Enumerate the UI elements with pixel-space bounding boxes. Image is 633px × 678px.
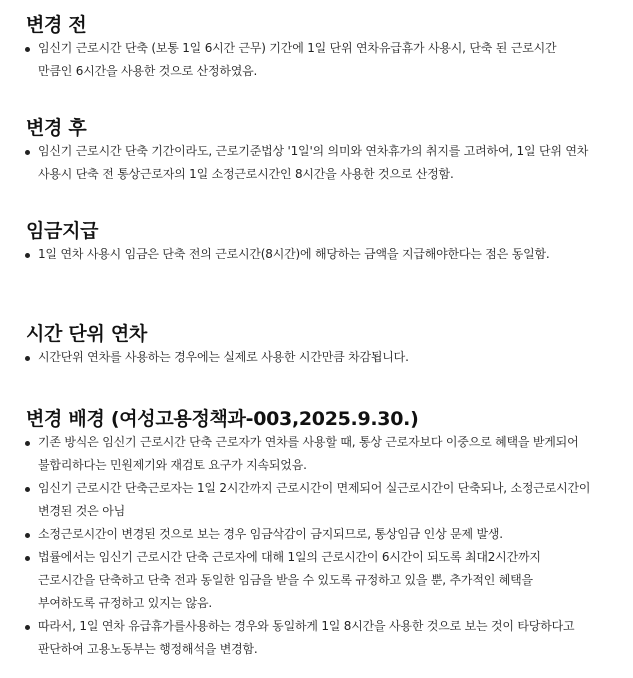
bullet-icon bbox=[25, 356, 30, 361]
list-item bbox=[0, 546, 633, 615]
section-list-change-background bbox=[0, 431, 633, 661]
section-heading-before-change: 변경 전 bbox=[26, 14, 87, 36]
list-item-text: 법률에서는 임신기 근로시간 단축 근로자에 대해 1일의 근로시간이 6시간이 되도록 최대2시간까지 근로시간을 단축하고 단축 전과 동일한 임금을 받을 수 있도록 규정하고 있을 뿐, 추가적인 혜택을 부여하도록 규정하고 있지는 않음. bbox=[38, 550, 541, 610]
list-item bbox=[0, 615, 633, 661]
bullet-icon bbox=[25, 441, 30, 446]
bullet-icon bbox=[25, 150, 30, 155]
bullet-icon bbox=[25, 253, 30, 258]
section-list-wage-payment bbox=[0, 243, 633, 266]
bullet-icon bbox=[25, 556, 30, 561]
bullet-icon bbox=[25, 533, 30, 538]
section-list-hourly-leave bbox=[0, 346, 633, 369]
bullet-icon bbox=[25, 47, 30, 52]
list-item bbox=[0, 243, 633, 266]
list-item bbox=[0, 477, 633, 523]
list-item-text: 임신기 근로시간 단축 (보통 1일 6시간 근무) 기간에 1일 단위 연차유급휴가 사용시, 단축 된 근로시간 만큼인 6시간을 사용한 것으로 산정하였음. bbox=[38, 41, 557, 78]
list-item-text: 소정근로시간이 변경된 것으로 보는 경우 임금삭감이 금지되므로, 통상임금 인상 문제 발생. bbox=[38, 527, 503, 541]
list-item bbox=[0, 431, 633, 477]
list-item bbox=[0, 523, 633, 546]
bullet-icon bbox=[25, 625, 30, 630]
list-item bbox=[0, 140, 633, 186]
section-heading-change-background: 변경 배경 (여성고용정책과-003,2025.9.30.) bbox=[26, 408, 419, 430]
bullet-icon bbox=[25, 487, 30, 492]
section-heading-after-change: 변경 후 bbox=[26, 117, 87, 139]
list-item bbox=[0, 346, 633, 369]
list-item-text: 따라서, 1일 연차 유급휴가를사용하는 경우와 동일하게 1일 8시간을 사용한 것으로 보는 것이 타당하다고 판단하여 고용노동부는 행정해석을 변경함. bbox=[38, 619, 575, 656]
section-list-before-change bbox=[0, 37, 633, 83]
list-item bbox=[0, 37, 633, 83]
list-item-text: 기존 방식은 임신기 근로시간 단축 근로자가 연차를 사용할 때, 통상 근로자보다 이중으로 혜택을 받게되어 불합리하다는 민원제기와 재검토 요구가 지속되었음. bbox=[38, 435, 579, 472]
list-item-text: 임신기 근로시간 단축근로자는 1일 2시간까지 근로시간이 면제되어 실근로시간이 단축되나, 소정근로시간이 변경된 것은 아님 bbox=[38, 481, 591, 518]
section-heading-wage-payment: 임금지급 bbox=[26, 220, 99, 242]
list-item-text: 임신기 근로시간 단축 기간이라도, 근로기준법상 '1일'의 의미와 연차휴가의 취지를 고려하여, 1일 단위 연차 사용시 단축 전 통상근로자의 1일 소정근로시간인 8시간을 사용한 것으로 산정함. bbox=[38, 144, 589, 181]
list-item-text: 시간단위 연차를 사용하는 경우에는 실제로 사용한 시간만큼 차감됩니다. bbox=[38, 350, 409, 364]
section-list-after-change bbox=[0, 140, 633, 186]
section-heading-hourly-leave: 시간 단위 연차 bbox=[26, 323, 147, 345]
list-item-text: 1일 연차 사용시 임금은 단축 전의 근로시간(8시간)에 해당하는 금액을 지급해야한다는 점은 동일함. bbox=[38, 247, 550, 261]
